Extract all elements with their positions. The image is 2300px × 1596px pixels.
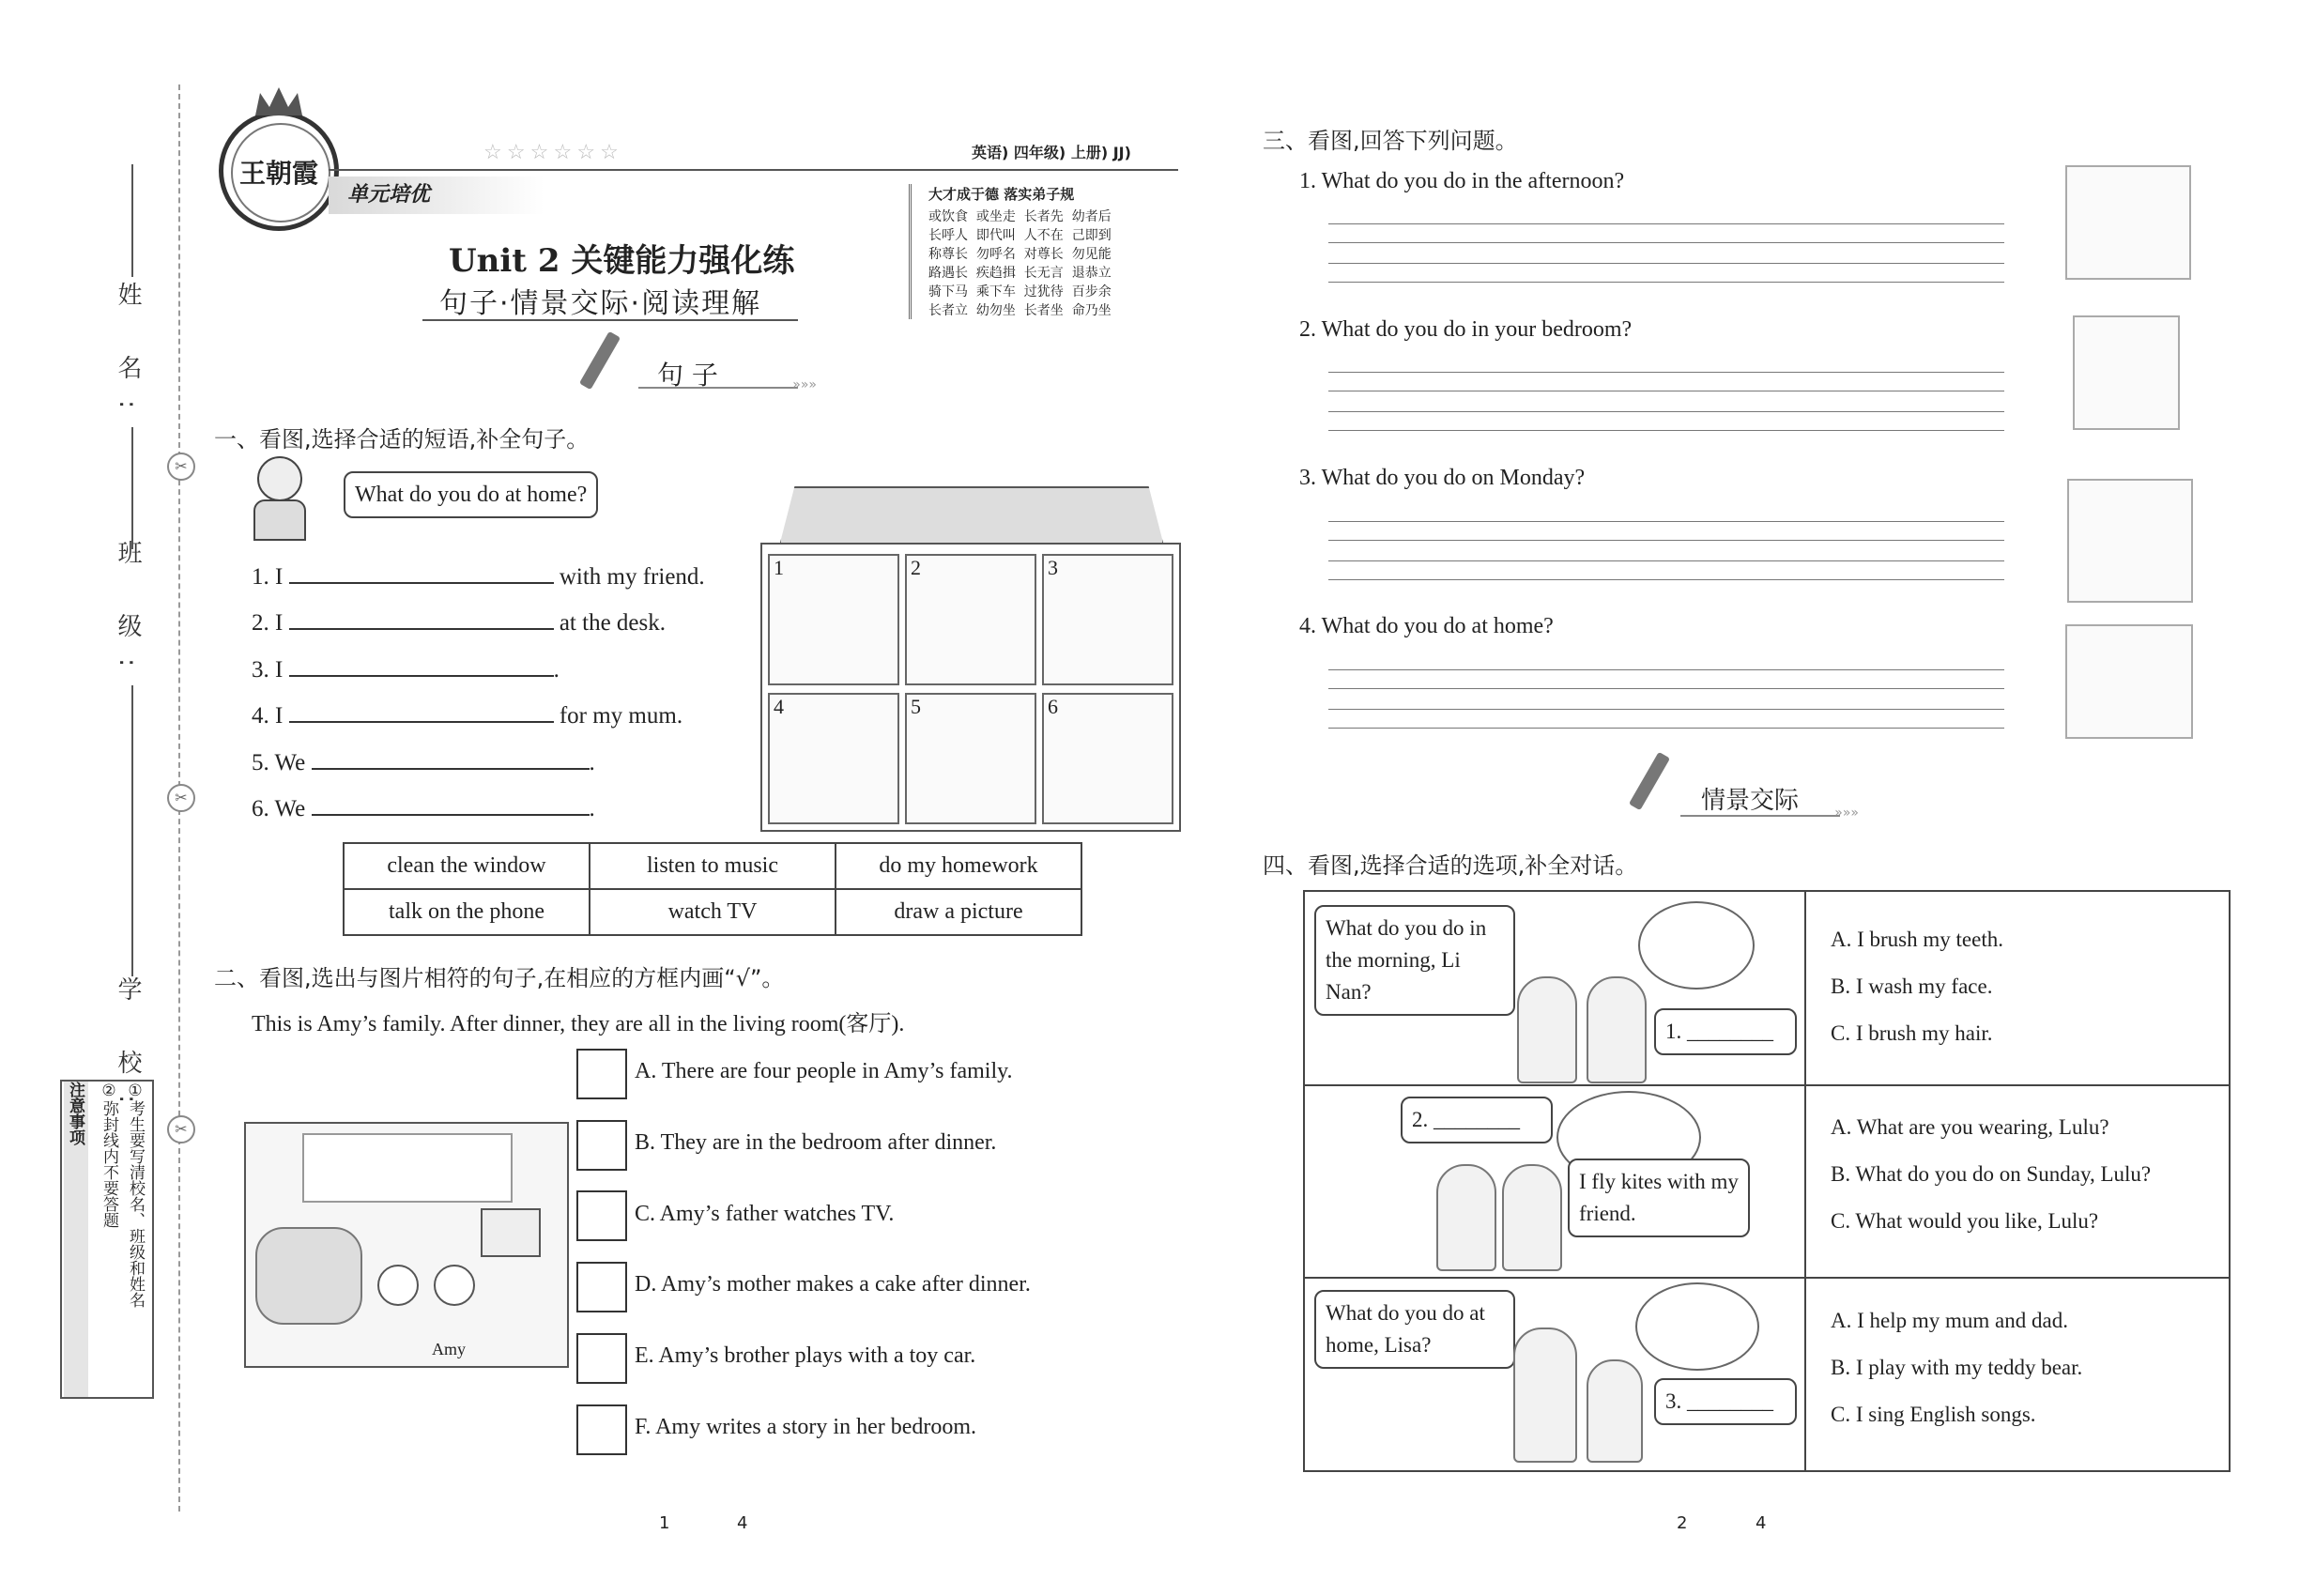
page-number: 2: [1677, 1513, 1688, 1533]
room-picture: 3: [1042, 554, 1173, 685]
choice-option: A. What are you wearing, Lulu?: [1831, 1115, 2109, 1139]
question-text: 1. What do you do in the afternoon?: [1299, 169, 1625, 193]
subject-info: 英语) 四年级) 上册) JJ): [972, 144, 1131, 161]
choice-option: C. I brush my hair.: [1831, 1021, 1993, 1045]
room-picture: 5: [905, 693, 1036, 824]
question-text: 4. What do you do at home?: [1299, 614, 1554, 638]
answer-line[interactable]: [1328, 560, 2004, 561]
motto-line: 骑下马 乘下车 过犹待 百步余: [928, 284, 1112, 299]
item-number: 3. I: [252, 657, 284, 683]
item-number: 1. I: [252, 564, 284, 590]
answer-checkbox[interactable]: [576, 1404, 627, 1455]
choice-option: B. What do you do on Sunday, Lulu?: [1831, 1162, 2152, 1186]
choice-option: C. What would you like, Lulu?: [1831, 1209, 2099, 1233]
page-subtitle: 句子·情景交际·阅读理解: [439, 287, 762, 320]
dialogue-table: [1303, 890, 2231, 1472]
item-number: 6. We: [252, 796, 306, 821]
section-banner: 句 子: [657, 360, 718, 391]
subtitle-rule: [422, 319, 798, 321]
motto-box: [909, 184, 1184, 319]
question-picture: [2073, 315, 2180, 430]
school-label: 学 校:: [114, 976, 142, 1125]
answer-blank[interactable]: 2. ________: [1401, 1097, 1553, 1143]
answer-checkbox[interactable]: [576, 1262, 627, 1312]
item-number: 2. I: [252, 610, 284, 636]
living-room-picture: [244, 1122, 569, 1368]
choice-option: C. I sing English songs.: [1831, 1403, 2036, 1426]
answer-line[interactable]: [1328, 372, 2004, 373]
answer-blank[interactable]: [312, 747, 590, 770]
motto-line: 称尊长 勿呼名 对尊长 勿见能: [928, 247, 1112, 262]
banner-arrows: »»»: [638, 387, 798, 389]
item-tail: .: [589, 796, 595, 821]
child-figure: [1587, 976, 1647, 1083]
section-banner: 情景交际: [1701, 787, 1800, 815]
dialogue-bubble: What do you do in the morning, Li Nan?: [1314, 905, 1515, 1016]
house-illustration: [760, 486, 1179, 830]
page-number: 1: [659, 1513, 670, 1533]
answer-checkbox[interactable]: [576, 1190, 627, 1241]
motto-line: 路遇长 疾趋揖 长无言 退恭立: [928, 266, 1112, 281]
answer-blank[interactable]: 1. ________: [1654, 1008, 1797, 1055]
dialogue-bubble: What do you do at home, Lisa?: [1314, 1290, 1515, 1369]
page-total: 4: [1756, 1513, 1767, 1533]
notes-title: 注意事项: [64, 1082, 88, 1397]
choice-option: A. I brush my teeth.: [1831, 928, 2003, 951]
answer-line[interactable]: [1328, 728, 2004, 729]
notes-item: ①考生要写清校名、班级和姓名: [126, 1082, 145, 1308]
fill-item: [252, 607, 759, 637]
brand-tag: 单元培优: [329, 176, 544, 214]
speech-bubble: What do you do at home?: [344, 471, 598, 518]
child-figure: [1517, 976, 1577, 1083]
q2-intro: This is Amy’s family. After dinner, they are all in the living room(客厅).: [252, 1012, 905, 1036]
answer-blank[interactable]: [289, 561, 554, 584]
answer-line[interactable]: [1328, 411, 2004, 412]
star-icon: ☆: [576, 141, 596, 164]
thought-bubble: [1638, 901, 1755, 990]
child-figure: [1587, 1359, 1643, 1463]
scissor-icon: ✂: [167, 784, 195, 812]
item-tail: for my mum.: [559, 703, 683, 729]
question-text: 2. What do you do in your bedroom?: [1299, 317, 1633, 342]
star-icon: ☆: [553, 141, 573, 164]
room-picture: 4: [768, 693, 899, 824]
item-tail: .: [589, 750, 595, 775]
choice-option: B. I wash my face.: [1831, 974, 1993, 998]
notes-box: [60, 1080, 154, 1399]
room-picture: 6: [1042, 693, 1173, 824]
answer-line[interactable]: [1328, 223, 2004, 224]
choice-option: B. I play with my teddy bear.: [1831, 1356, 2083, 1379]
answer-blank[interactable]: [289, 700, 554, 723]
phrase-cell: listen to music: [590, 843, 836, 889]
q4-title: 四、看图,选择合适的选项,补全对话。: [1263, 852, 1638, 879]
column-divider: [1804, 892, 1806, 1470]
answer-checkbox[interactable]: [576, 1120, 627, 1171]
answer-blank[interactable]: [289, 607, 554, 630]
option-text: C. Amy’s father watches TV.: [635, 1202, 895, 1226]
motto-line: 长呼人 即代叫 人不在 己即到: [928, 228, 1112, 243]
page-title: Unit 2 关键能力强化练: [449, 242, 795, 280]
motto-line: 长者立 幼勿坐 长者坐 命乃坐: [928, 303, 1112, 318]
scissor-icon: ✂: [167, 1115, 195, 1143]
answer-checkbox[interactable]: [576, 1049, 627, 1099]
option-text: D. Amy’s mother makes a cake after dinner.: [635, 1272, 1031, 1297]
star-icon: ☆: [483, 141, 502, 164]
q3-title: 三、看图,回答下列问题。: [1263, 128, 1518, 154]
star-icon: ☆: [529, 141, 549, 164]
answer-blank[interactable]: [289, 654, 554, 677]
phrase-cell: talk on the phone: [344, 889, 590, 935]
option-text: F. Amy writes a story in her bedroom.: [635, 1415, 977, 1439]
answer-line[interactable]: [1328, 263, 2004, 264]
room-picture: 2: [905, 554, 1036, 685]
answer-blank[interactable]: 3. ________: [1654, 1378, 1797, 1425]
option-text: A. There are four people in Amy’s family.: [635, 1059, 1013, 1083]
item-tail: at the desk.: [559, 610, 666, 636]
question-picture: [2065, 165, 2191, 280]
item-tail: .: [553, 657, 560, 683]
answer-line[interactable]: [1328, 242, 2004, 243]
question-picture: [2065, 624, 2193, 739]
fill-item: [252, 654, 759, 683]
pencil-icon: [1629, 752, 1670, 810]
child-figure: [1502, 1164, 1562, 1271]
phrase-cell: do my homework: [836, 843, 1081, 889]
room-picture: 1: [768, 554, 899, 685]
fill-item: [252, 747, 759, 776]
star-icon: ☆: [600, 141, 619, 164]
phrase-cell: clean the window: [344, 843, 590, 889]
motto-title: 大才成于德 落实弟子规: [928, 186, 1075, 203]
answer-line[interactable]: [1328, 669, 2004, 670]
banner-arrows: »»»: [1680, 815, 1840, 817]
fill-item: [252, 561, 759, 591]
class-field[interactable]: [131, 427, 133, 549]
scissor-icon: ✂: [167, 453, 195, 481]
question-text: 3. What do you do on Monday?: [1299, 466, 1586, 490]
phrase-cell: draw a picture: [836, 889, 1081, 935]
fill-item: [252, 793, 759, 822]
q2-title: 二、看图,选出与图片相符的句子,在相应的方框内画“√”。: [214, 965, 785, 991]
header-rule: [329, 169, 1178, 171]
answer-line[interactable]: [1328, 282, 2004, 283]
row-divider: [1305, 1084, 2229, 1086]
answer-checkbox[interactable]: [576, 1333, 627, 1384]
boy-avatar: [246, 456, 310, 541]
choice-option: A. I help my mum and dad.: [1831, 1309, 2068, 1332]
item-number: 4. I: [252, 703, 284, 729]
option-text: E. Amy’s brother plays with a toy car.: [635, 1343, 976, 1368]
item-number: 5. We: [252, 750, 306, 775]
name-label: 姓 名:: [114, 282, 142, 430]
option-text: B. They are in the bedroom after dinner.: [635, 1130, 997, 1155]
page-total: 4: [737, 1513, 748, 1533]
answer-line[interactable]: [1328, 540, 2004, 541]
class-label: 班 级:: [114, 540, 142, 688]
child-figure: [1436, 1164, 1496, 1271]
logo-text: 王朝霞: [238, 158, 318, 189]
star-icon: ☆: [506, 141, 526, 164]
answer-line[interactable]: [1328, 521, 2004, 522]
phrase-table: [343, 842, 1082, 936]
question-picture: [2067, 479, 2193, 603]
phrase-cell: watch TV: [590, 889, 836, 935]
difficulty-stars: [483, 141, 619, 164]
fill-item: [252, 700, 759, 729]
crown-icon: [255, 87, 302, 115]
thought-bubble: [1635, 1282, 1759, 1371]
answer-line[interactable]: [1328, 430, 2004, 431]
item-tail: with my friend.: [559, 564, 705, 590]
motto-line: 或饮食 或坐走 长者先 幼者后: [928, 209, 1112, 224]
child-figure: [1513, 1327, 1577, 1463]
answer-line[interactable]: [1328, 579, 2004, 580]
name-field[interactable]: [131, 164, 133, 277]
school-field[interactable]: [131, 685, 133, 976]
picture-caption: Amy: [432, 1340, 466, 1358]
answer-line[interactable]: [1328, 688, 2004, 689]
notes-item: ②弥封线内不要答题: [100, 1082, 118, 1228]
brand-logo: [219, 111, 339, 231]
pencil-icon: [579, 331, 621, 390]
answer-line[interactable]: [1328, 709, 2004, 710]
q1-title: 一、看图,选择合适的短语,补全句子。: [214, 426, 590, 453]
answer-blank[interactable]: [312, 793, 590, 816]
dialogue-bubble: I fly kites with my friend.: [1568, 1159, 1750, 1237]
row-divider: [1305, 1277, 2229, 1279]
